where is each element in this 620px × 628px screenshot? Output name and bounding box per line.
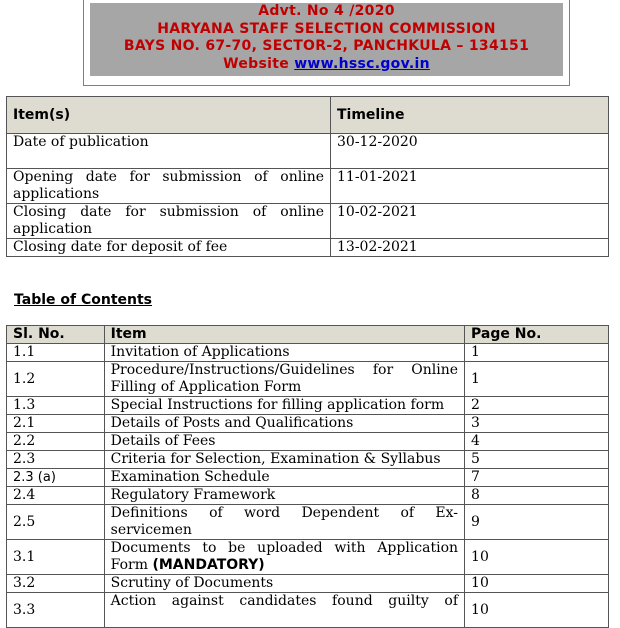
mandatory-label: (MANDATORY) (152, 557, 265, 573)
table-row (7, 575, 609, 593)
table-row (7, 239, 609, 257)
website-line (90, 56, 563, 74)
toc-col-page: Page No. (465, 326, 609, 344)
toc-item[interactable] (104, 540, 464, 575)
toc-page: 9 (465, 505, 609, 540)
toc-sl: 2.3 (7, 451, 105, 469)
table-row (7, 469, 609, 487)
toc-item-line2: Filling of Application Form (110, 379, 302, 395)
toc-item[interactable]: Special Instructions for filling application form (104, 397, 464, 415)
toc-item[interactable]: Details of Fees (104, 433, 464, 451)
website-label: Website (223, 55, 289, 72)
toc-item-line1: Definitions of word Dependent of Ex- (110, 505, 459, 521)
timeline-item: Date of publication (7, 134, 331, 169)
toc-page: 10 (465, 575, 609, 593)
timeline-date: 11-01-2021 (331, 169, 609, 204)
toc-item-line1: Documents to be uploaded with Application (110, 540, 459, 556)
timeline-item-line2: applications (13, 186, 100, 202)
toc-item[interactable]: Details of Posts and Qualifications (104, 415, 464, 433)
toc-item-line1: Procedure/Instructions/Guidelines for Online (110, 362, 459, 378)
toc-sl: 2.2 (7, 433, 105, 451)
table-row (7, 362, 609, 397)
toc-sl: 1.3 (7, 397, 105, 415)
toc-page: 4 (465, 433, 609, 451)
toc-item[interactable]: Scrutiny of Documents (104, 575, 464, 593)
toc-header-row (7, 326, 609, 344)
table-row (7, 505, 609, 540)
toc-sl: 2.5 (7, 505, 105, 540)
table-row (7, 433, 609, 451)
timeline-item (7, 169, 331, 204)
table-row (7, 451, 609, 469)
timeline-table (6, 96, 609, 257)
table-row (7, 415, 609, 433)
timeline-item (7, 204, 331, 239)
table-row (7, 204, 609, 239)
timeline-col-date: Timeline (331, 97, 609, 134)
table-row (7, 593, 609, 628)
table-row (7, 169, 609, 204)
toc-item[interactable] (104, 593, 464, 628)
toc-page: 10 (465, 593, 609, 628)
timeline-date: 30-12-2020 (331, 134, 609, 169)
toc-sl: 3.3 (7, 593, 105, 628)
toc-sl: 2.1 (7, 415, 105, 433)
table-row (7, 397, 609, 415)
table-row (7, 540, 609, 575)
toc-item[interactable] (104, 505, 464, 540)
table-row (7, 487, 609, 505)
toc-page: 1 (465, 362, 609, 397)
timeline-header-row (7, 97, 609, 134)
timeline-col-item: Item(s) (7, 97, 331, 134)
toc-table (6, 325, 609, 628)
toc-page: 1 (465, 344, 609, 362)
timeline-date: 13-02-2021 (331, 239, 609, 257)
timeline-item: Closing date for deposit of fee (7, 239, 331, 257)
toc-col-item: Item (104, 326, 464, 344)
toc-item-line1: Action against candidates found guilty of (110, 593, 459, 609)
toc-sl: 1.2 (7, 362, 105, 397)
toc-sl: 3.1 (7, 540, 105, 575)
toc-page: 10 (465, 540, 609, 575)
toc-item[interactable]: Examination Schedule (104, 469, 464, 487)
table-row (7, 344, 609, 362)
toc-col-sl: Sl. No. (7, 326, 105, 344)
toc-item-line2 (111, 610, 458, 627)
toc-item[interactable]: Invitation of Applications (104, 344, 464, 362)
timeline-item-line1: Opening date for submission of online (13, 169, 324, 185)
website-link[interactable]: www.hssc.gov.in (294, 55, 430, 72)
toc-item-line2-text: Form (110, 557, 148, 573)
toc-page: 8 (465, 487, 609, 505)
toc-sl: 3.2 (7, 575, 105, 593)
timeline-item-line1: Closing date for submission of online (13, 204, 324, 220)
toc-item[interactable] (104, 362, 464, 397)
toc-item-line2: servicemen (110, 522, 192, 538)
toc-page: 3 (465, 415, 609, 433)
commission-name: HARYANA STAFF SELECTION COMMISSION (157, 20, 496, 37)
toc-sl: 2.3 (a) (7, 469, 105, 487)
advt-number: Advt. No 4 /2020 (258, 3, 395, 19)
toc-page: 5 (465, 451, 609, 469)
table-row (7, 134, 609, 169)
timeline-date: 10-02-2021 (331, 204, 609, 239)
timeline-item-line2: application (13, 221, 92, 237)
toc-item-line2 (111, 557, 458, 574)
toc-title: Table of Contents (14, 292, 153, 308)
toc-page: 7 (465, 469, 609, 487)
commission-address: BAYS NO. 67-70, SECTOR-2, PANCHKULA – 134151 (123, 38, 530, 54)
toc-page: 2 (465, 397, 609, 415)
toc-item[interactable]: Criteria for Selection, Examination & Syllabus (104, 451, 464, 469)
toc-sl: 1.1 (7, 344, 105, 362)
toc-item[interactable]: Regulatory Framework (104, 487, 464, 505)
header-banner (90, 3, 563, 76)
toc-sl: 2.4 (7, 487, 105, 505)
